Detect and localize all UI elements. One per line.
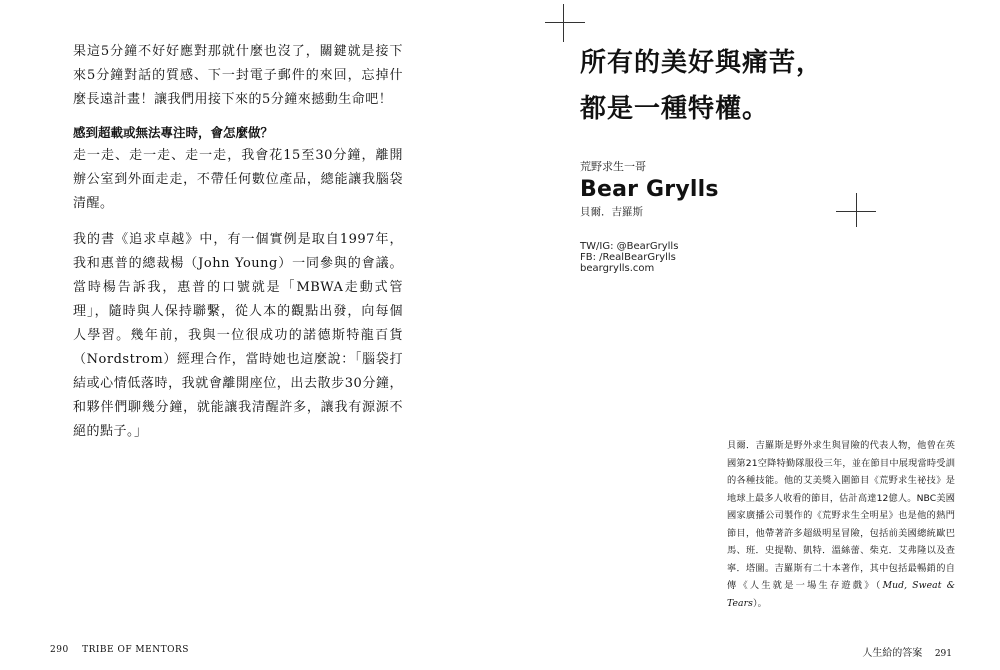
paragraph-intro: 果這5分鐘不好好應對那就什麼也沒了，關鍵就是接下來5分鐘對話的質感、下一封電子郵件的來回，忘掉什麼長遠計畫！讓我們用接下來的5分鐘來撼動生命吧！ bbox=[73, 44, 403, 107]
profile-block bbox=[580, 160, 719, 220]
left-page-body bbox=[73, 40, 403, 456]
crop-mark-mid-vertical bbox=[856, 193, 857, 227]
quote-line-1: 所有的美好與痛苦， bbox=[580, 48, 824, 78]
crop-mark-top-vertical bbox=[563, 4, 564, 42]
bio-text: 貝爾．吉羅斯是野外求生與冒險的代表人物，他曾在英國第21空降特勤隊服役三年，並在節目中展現當時受訓的各種技能。他的艾美獎入圍節目《荒野求生祕技》是地球上最多人收看的節目，估計高達12億人。NBC美國國家廣播公司製作的《荒野求生全明星》也是他的熱門節目，他帶著許多超級明星冒險，包括前美國總統歐巴馬、班．史提勒、凱特．溫絲蕾、柴克．艾弗隆以及查寧．塔圖。吉羅斯有二十本著作，其中包括最暢銷的自傳《人生就是一場生存遊戲》（ bbox=[727, 440, 955, 591]
social-links bbox=[580, 241, 678, 274]
left-page-number: 290 bbox=[50, 645, 69, 655]
crop-mark-mid-horizontal bbox=[836, 211, 876, 212]
pull-quote bbox=[580, 40, 823, 132]
bio-book-title: Mud, Sweat & Tears bbox=[727, 580, 955, 609]
bio-paragraph bbox=[727, 437, 955, 612]
crop-mark-top-horizontal bbox=[545, 22, 585, 23]
profile-tagline: 荒野求生一哥 bbox=[580, 160, 646, 173]
paragraph-story: 我的書《追求卓越》中，有一個實例是取自1997年，我和惠普的總裁楊（John Young）一同參與的會議。當時楊告訴我，惠普的口號就是「MBWA走動式管理」，隨時與人保持聯繫，從人本的觀點出發，向每個人學習。幾年前，我與一位很成功的諾德斯特龍百貨（Nordstrom）經理合作，當時她也這麼說：「腦袋打結或心情低落時，我就會離開座位，出去散步30分鐘，和夥伴們聊幾分鐘，就能讓我清醒許多，讓我有源源不絕的點子。」 bbox=[73, 232, 403, 439]
twitter-instagram-handle: TW/IG: @BearGrylls bbox=[580, 241, 679, 252]
section-title: 人生給的答案 bbox=[862, 648, 923, 659]
quote-line-2: 都是一種特權。 bbox=[580, 94, 770, 124]
section-heading: 感到超載或無法專注時，會怎麼做？ bbox=[73, 125, 274, 140]
facebook-handle: FB: /RealBearGrylls bbox=[580, 252, 676, 263]
running-title: TRIBE OF MENTORS bbox=[82, 645, 189, 655]
right-page-number: 291 bbox=[934, 649, 952, 659]
left-footer bbox=[50, 645, 189, 655]
profile-name: Bear Grylls bbox=[580, 177, 719, 202]
profile-chinese-name: 貝爾．吉羅斯 bbox=[580, 206, 643, 218]
paragraph-walk: 走一走、走一走、走一走，我會花15至30分鐘，離開辦公室到外面走走，不帶任何數位產品，總能讓我腦袋清醒。 bbox=[73, 148, 403, 211]
website-url: beargrylls.com bbox=[580, 263, 655, 274]
bio-end: ）。 bbox=[752, 597, 767, 609]
right-footer bbox=[862, 644, 952, 659]
